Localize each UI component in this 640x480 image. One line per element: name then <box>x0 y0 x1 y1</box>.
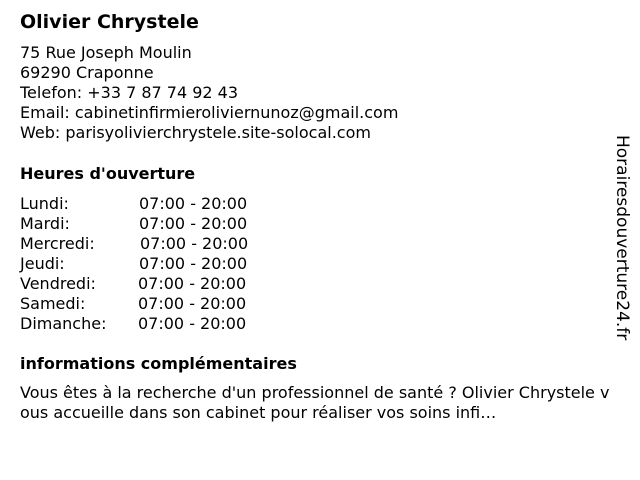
time-range: 07:00 - 20:00 <box>140 234 249 253</box>
business-name: Olivier Chrystele <box>20 11 199 33</box>
info-title: informations complémentaires <box>20 354 297 373</box>
hours-table <box>20 194 320 334</box>
hours-row-thursday <box>20 254 320 274</box>
day-label: Samedi: <box>20 294 86 313</box>
time-range: 07:00 - 20:00 <box>139 254 248 273</box>
day-label: Jeudi: <box>20 254 65 273</box>
hours-row-tuesday <box>20 214 320 234</box>
hours-title: Heures d'ouverture <box>20 164 196 183</box>
hours-row-wednesday <box>20 234 320 254</box>
day-label: Vendredi: <box>20 274 96 293</box>
hours-row-monday <box>20 194 320 214</box>
hours-row-sunday <box>20 314 320 334</box>
phone-number: Telefon: +33 7 87 74 92 43 <box>20 83 239 102</box>
address-city: 69290 Craponne <box>20 63 154 82</box>
business-description: Vous êtes à la recherche d'un professionnel de santé ? Olivier Chrystele vous accueille dans son cabinet pour réaliser vos soins infi… <box>20 383 610 422</box>
day-label: Mardi: <box>20 214 70 233</box>
day-label: Dimanche: <box>20 314 107 333</box>
time-range: 07:00 - 20:00 <box>138 294 247 313</box>
email-address: Email: cabinetinfirmieroliviernunoz@gmail.com <box>20 103 399 122</box>
website-address: Web: parisyolivierchrystele.site-solocal.com <box>20 123 371 142</box>
hours-row-friday <box>20 274 320 294</box>
address-street: 75 Rue Joseph Moulin <box>20 43 192 62</box>
contact-block <box>20 43 398 143</box>
day-label: Mercredi: <box>20 234 95 253</box>
time-range: 07:00 - 20:00 <box>138 314 247 333</box>
hours-row-saturday <box>20 294 320 314</box>
time-range: 07:00 - 20:00 <box>139 214 248 233</box>
site-watermark: Horairesdouverture24.fr <box>612 135 632 341</box>
day-label: Lundi: <box>20 194 69 213</box>
time-range: 07:00 - 20:00 <box>138 274 247 293</box>
time-range: 07:00 - 20:00 <box>139 194 248 213</box>
